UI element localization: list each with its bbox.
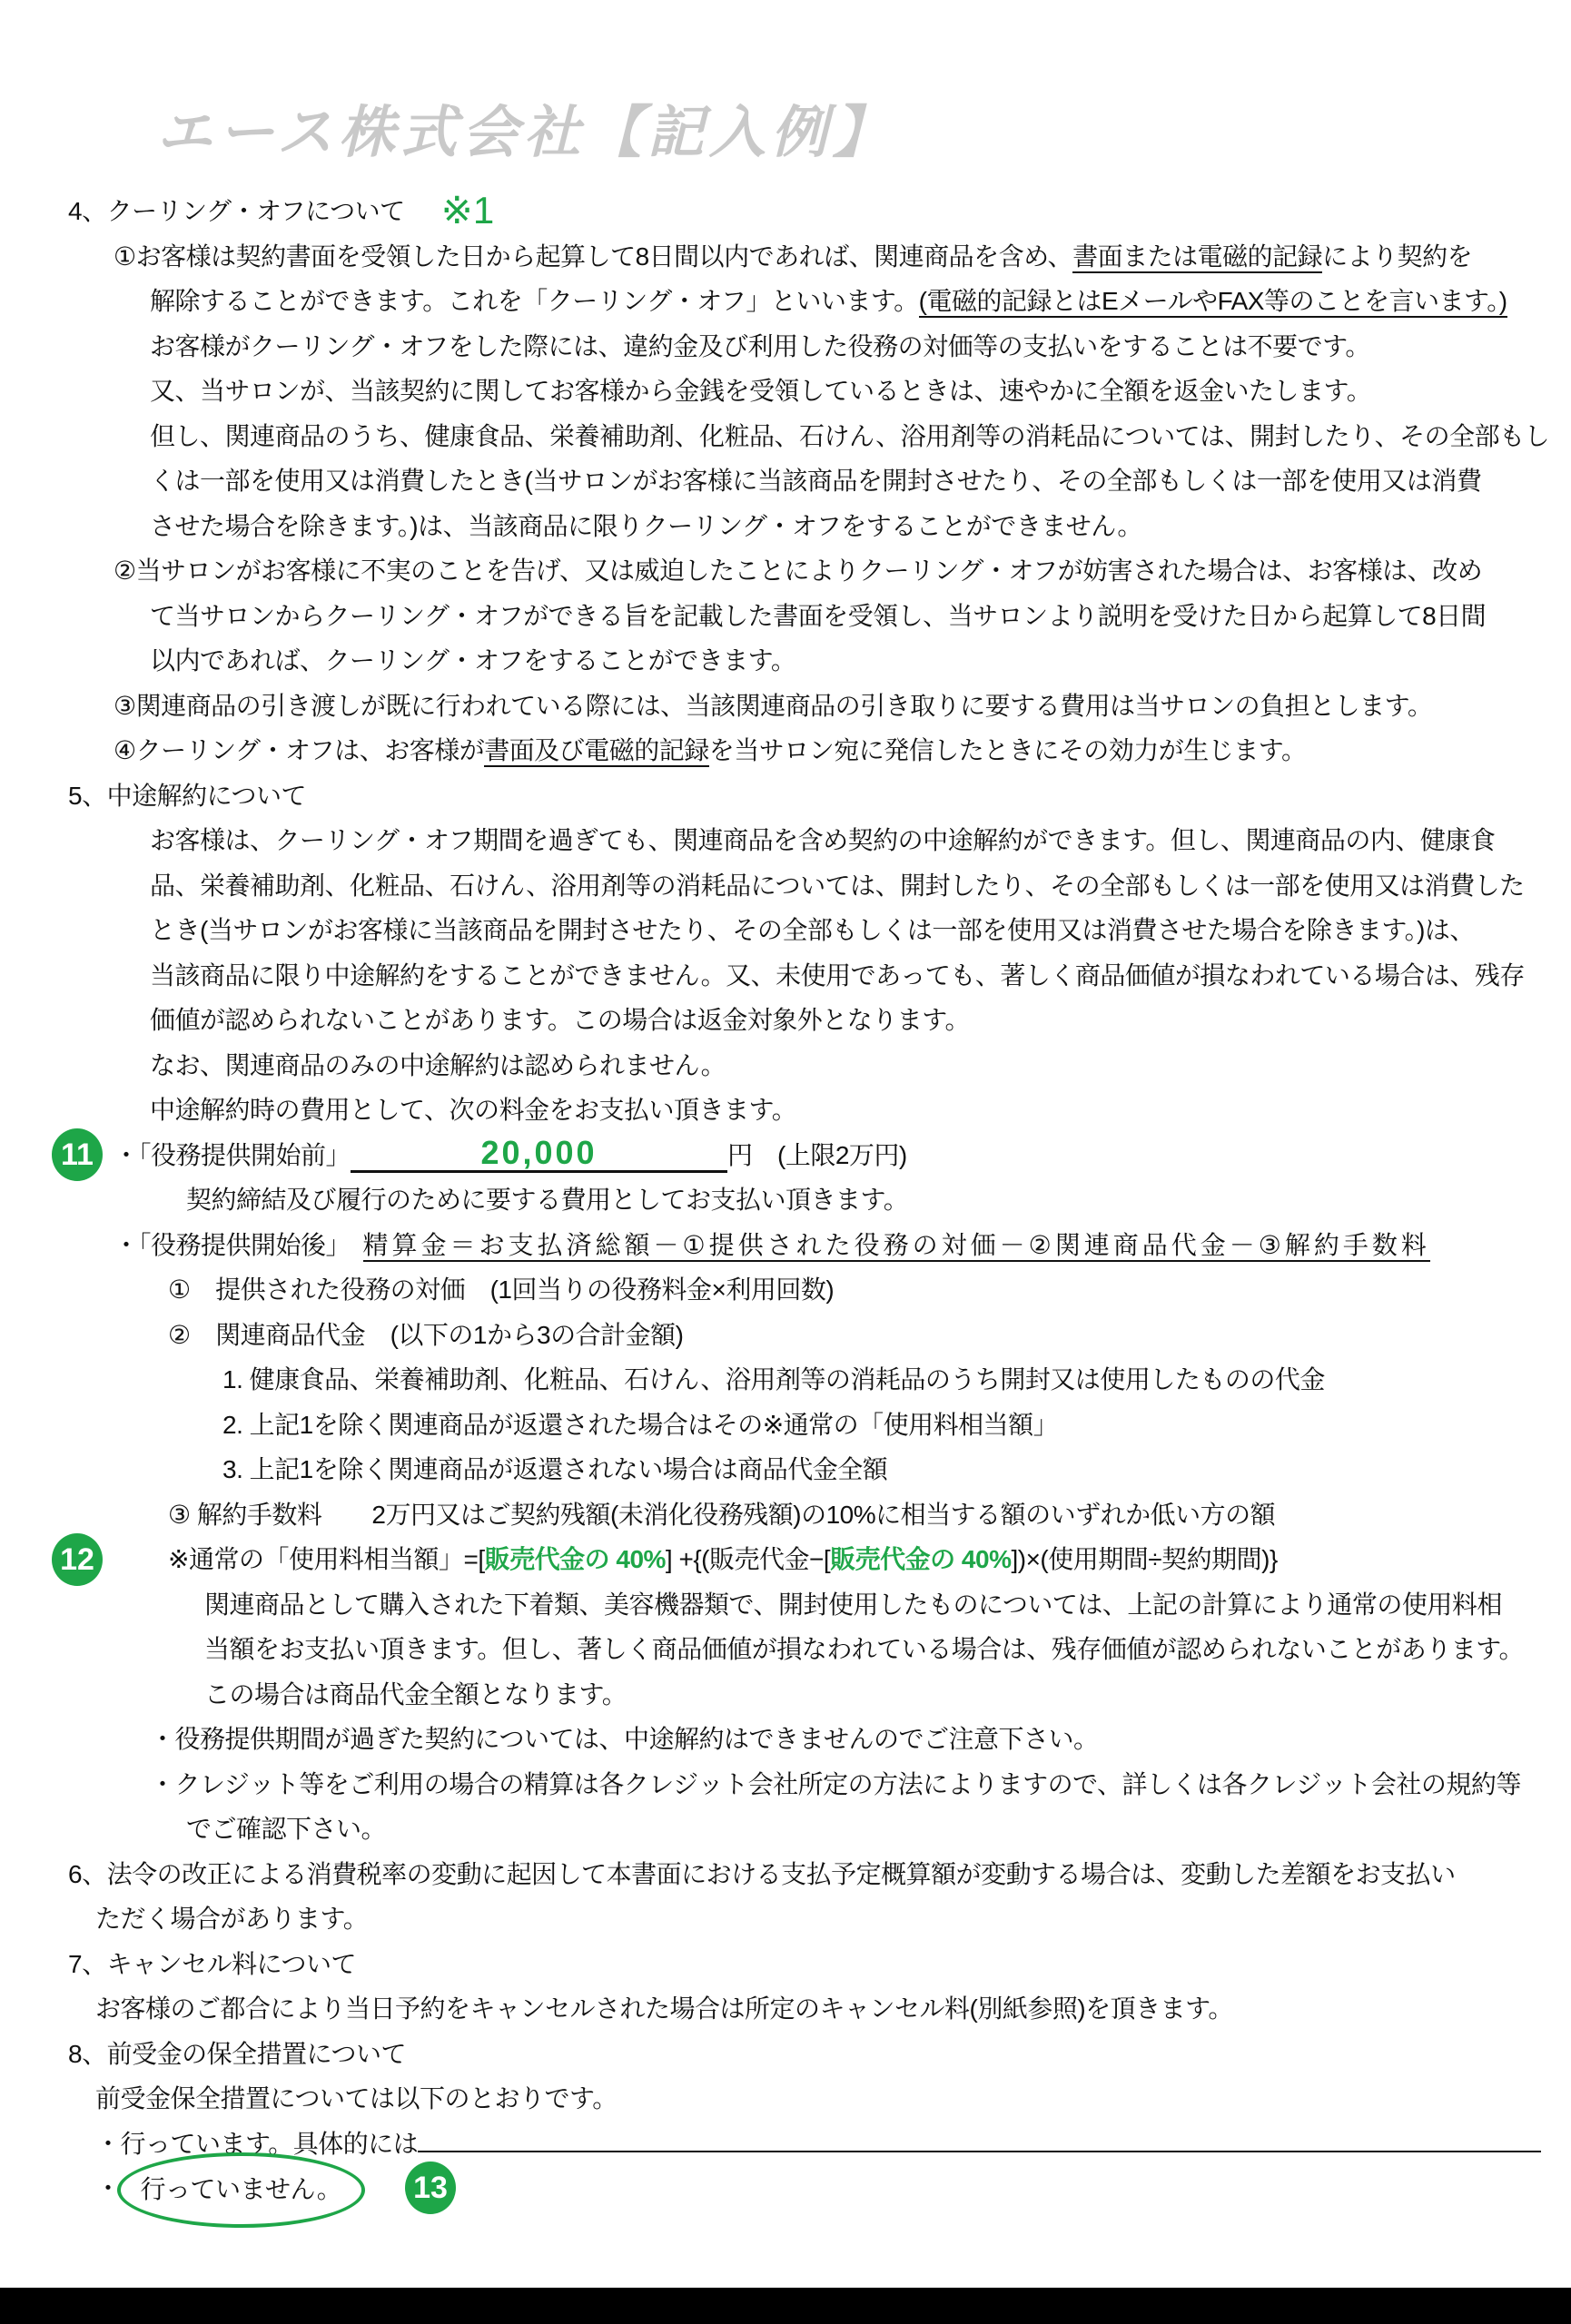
text-line (0, 234, 1571, 280)
text-segment: ・ (95, 2174, 121, 2202)
underlined-text: 書面または電磁的記録 (1072, 242, 1322, 273)
text-line (0, 953, 1571, 999)
pre-service-fee-line (0, 1133, 1571, 1178)
text-segment: させた場合を除きます。)は、当該商品に限りクーリング・オフをすることができません。 (150, 511, 1142, 540)
text-segment: ただく場合があります。 (95, 1905, 369, 1933)
text-segment: 7、キャンセル料について (68, 1949, 357, 1978)
text-segment: ③関連商品の引き渡しが既に行われている際には、当該関連商品の引き取りに要する費用は当サロンの負担とします。 (114, 691, 1433, 720)
text-line (0, 324, 1571, 369)
usage-fee-formula-line (0, 1537, 1571, 1582)
text-line (0, 1807, 1571, 1852)
text-line (0, 684, 1571, 729)
safeguard-no-line (0, 2166, 1571, 2211)
text-segment: 但し、関連商品のうち、健康食品、栄養補助剤、化粧品、石けん、浴用剤等の消耗品については、開封したり、その全部もし (150, 421, 1550, 450)
text-line (0, 1447, 1571, 1492)
highlight-green-text: 販売代金の 40% (484, 1545, 666, 1573)
text-segment: 契約締結及び履行のために要する費用としてお支払い頂きます。 (186, 1186, 909, 1214)
text-segment: ] +{(販売代金−[ (665, 1545, 831, 1573)
note-ref-1: ※1 (440, 189, 495, 231)
text-line (0, 2076, 1571, 2122)
text-segment: ・「役務提供開始前」 (114, 1140, 351, 1169)
text-segment: により契約を (1322, 241, 1473, 271)
text-line (0, 369, 1571, 414)
text-segment: 中途解約時の費用として、次の料金をお支払い頂きます。 (150, 1096, 797, 1124)
text-segment: ・行っています。具体的には (95, 2129, 419, 2158)
highlight-green-text: 販売代金の 40% (830, 1545, 1012, 1573)
section-6-heading (0, 1852, 1571, 1897)
text-line (0, 863, 1571, 909)
text-line (0, 548, 1571, 594)
text-segment: 価値が認められないことがあります。この場合は返金対象外となります。 (150, 1006, 971, 1034)
text-line (0, 1896, 1571, 1942)
underlined-formula: 精算金＝お支払済総額－①提供された役務の対価－②関連商品代金－③解約手数料 (363, 1231, 1430, 1262)
post-service-settlement-line (0, 1223, 1571, 1268)
text-segment: 当額をお支払い頂きます。但し、著しく商品価値が損なわれている場合は、残存価値が認められないことがあります。 (204, 1635, 1525, 1663)
text-segment: 2. 上記1を除く関連商品が返還された場合はその※通常の「使用料相当額」 (222, 1410, 1059, 1439)
text-line (0, 638, 1571, 684)
text-line (0, 998, 1571, 1043)
text-line (0, 1403, 1571, 1448)
text-segment: お客様がクーリング・オフをした際には、違約金及び利用した役務の対価等の支払いをすることは不要です。 (150, 331, 1370, 360)
text-segment: ② 関連商品代金 (以下の1から3の合計金額) (168, 1320, 684, 1349)
text-segment: お客様のご都合により当日予約をキャンセルされた場合は所定のキャンセル料(別紙参照)を頂きます。 (95, 1994, 1233, 2023)
text-segment: 1. 健康食品、栄養補助剤、化粧品、石けん、浴用剤等の消耗品のうち開封又は使用したものの代金 (222, 1365, 1325, 1393)
text-line (0, 414, 1571, 459)
text-line (0, 1492, 1571, 1538)
text-segment: 3. 上記1を除く関連商品が返還されない場合は商品代金全額 (222, 1455, 888, 1483)
text-line (0, 1627, 1571, 1672)
circled-answer: 行っていません。 (117, 2152, 366, 2229)
text-segment: ④クーリング・オフは、お客様が (114, 736, 485, 764)
text-segment: ②当サロンがお客様に不実のことを告げ、又は威迫したことによりクーリング・オフが妨害された場合は、お客様は、改め (114, 556, 1483, 585)
text-line (0, 1043, 1571, 1088)
page-bottom-edge (0, 2288, 1571, 2324)
text-segment: ])×(使用期間÷契約期間)} (1011, 1545, 1278, 1573)
text-segment: て当サロンからクーリング・オフができる旨を記載した書面を受領し、当サロンより説明を受けた日から起算して8日間 (150, 601, 1487, 630)
text-segment: 当該商品に限り中途解約をすることができません。又、未使用であっても、著しく商品価値が損なわれている場合は、残存 (150, 960, 1525, 990)
blank-fill-line[interactable] (418, 2125, 1541, 2152)
text-line (0, 1582, 1571, 1628)
text-line (0, 1267, 1571, 1313)
text-line (0, 728, 1571, 773)
document-body (0, 188, 1571, 2211)
callout-badge-13: 13 (405, 2162, 456, 2214)
text-segment: 関連商品として購入された下着類、美容機器類で、開封使用したものについては、上記の計算により通常の使用料相 (204, 1590, 1502, 1619)
text-line (0, 279, 1571, 324)
callout-badge-11: 11 (52, 1128, 103, 1181)
text-segment: ① 提供された役務の対価 (1回当りの役務料金×利用回数) (168, 1275, 835, 1304)
text-segment: 8、前受金の保全措置について (68, 2039, 407, 2068)
text-line (0, 594, 1571, 639)
text-line (0, 818, 1571, 863)
section-8-heading (0, 2032, 1571, 2077)
text-line (0, 1986, 1571, 2032)
text-segment: くは一部を使用又は消費したとき(当サロンがお客様に当該商品を開封させたり、その全部もしくは一部を使用又は消費 (150, 467, 1482, 495)
text-segment: 4、クーリング・オフについて (68, 197, 405, 225)
text-line (0, 1672, 1571, 1718)
text-segment: 解除することができます。これを「クーリング・オフ」といいます。 (150, 287, 919, 315)
section-5-heading (0, 773, 1571, 819)
text-segment: 6、法令の改正による消費税率の変動に起因して本書面における支払予定概算額が変動する場合は、変動した差額をお支払い (68, 1859, 1456, 1888)
text-segment: ・「役務提供開始後」 (114, 1230, 363, 1259)
text-line (0, 458, 1571, 504)
text-segment: でご確認下さい。 (186, 1815, 387, 1843)
text-line (0, 1762, 1571, 1807)
text-line (0, 504, 1571, 549)
underlined-text: 書面及び電磁的記録 (484, 736, 709, 767)
text-line (0, 1088, 1571, 1133)
text-segment: なお、関連商品のみの中途解約は認められません。 (150, 1050, 726, 1079)
callout-badge-12: 12 (52, 1533, 103, 1586)
text-segment: ・クレジット等をご利用の場合の精算は各クレジット会社所定の方法によりますので、詳しくは各クレジット会社の規約等 (150, 1769, 1521, 1798)
underlined-text: (電磁的記録とはEメールやFAX等のことを言います。) (919, 287, 1507, 318)
text-line (0, 1313, 1571, 1358)
text-line (0, 1357, 1571, 1403)
text-segment: を当サロン宛に発信したときにその効力が生じます。 (708, 736, 1307, 764)
text-segment: ・役務提供期間が過ぎた契約については、中途解約はできませんのでご注意下さい。 (150, 1725, 1099, 1753)
text-segment: お客様は、クーリング・オフ期間を過ぎても、関連商品を含め契約の中途解約ができます。但し、関連商品の内、健康食 (150, 826, 1496, 854)
page-title: エース株式会社【記入例】 (156, 102, 894, 164)
text-line (0, 1177, 1571, 1223)
text-segment: 以内であれば、クーリング・オフをすることができます。 (150, 646, 796, 675)
text-segment: この場合は商品代金全額となります。 (204, 1679, 627, 1709)
text-segment: ※通常の「使用料相当額」=[ (168, 1545, 485, 1573)
text-segment: 又、当サロンが、当該契約に関してお客様から金銭を受領しているときは、速やかに全額を返金いたします。 (150, 377, 1372, 405)
text-line (0, 1717, 1571, 1762)
text-segment: とき(当サロンがお客様に当該商品を開封させたり、その全部もしくは一部を使用又は消費させた場合を除きます。)は、 (150, 916, 1475, 944)
text-segment: 前受金保全措置については以下のとおりです。 (95, 2084, 618, 2112)
section-7-heading (0, 1942, 1571, 1987)
text-segment: ①お客様は契約書面を受領した日から起算して8日間以内であれば、関連商品を含め、 (114, 241, 1073, 271)
text-segment: 品、栄養補助剤、化粧品、石けん、浴用剤等の消耗品については、開封したり、その全部もしくは一部を使用又は消費した (150, 871, 1525, 900)
text-segment: ③ 解約手数料 2万円又はご契約残額(未消化役務残額)の10%に相当する額のいずれか低い方の額 (168, 1500, 1276, 1529)
text-segment: 円 (上限2万円) (727, 1140, 907, 1169)
section-4-heading (0, 188, 1571, 234)
amount-entry-field[interactable]: 20,000 (351, 1136, 727, 1173)
text-segment: 5、中途解約について (68, 781, 307, 810)
text-line (0, 908, 1571, 953)
